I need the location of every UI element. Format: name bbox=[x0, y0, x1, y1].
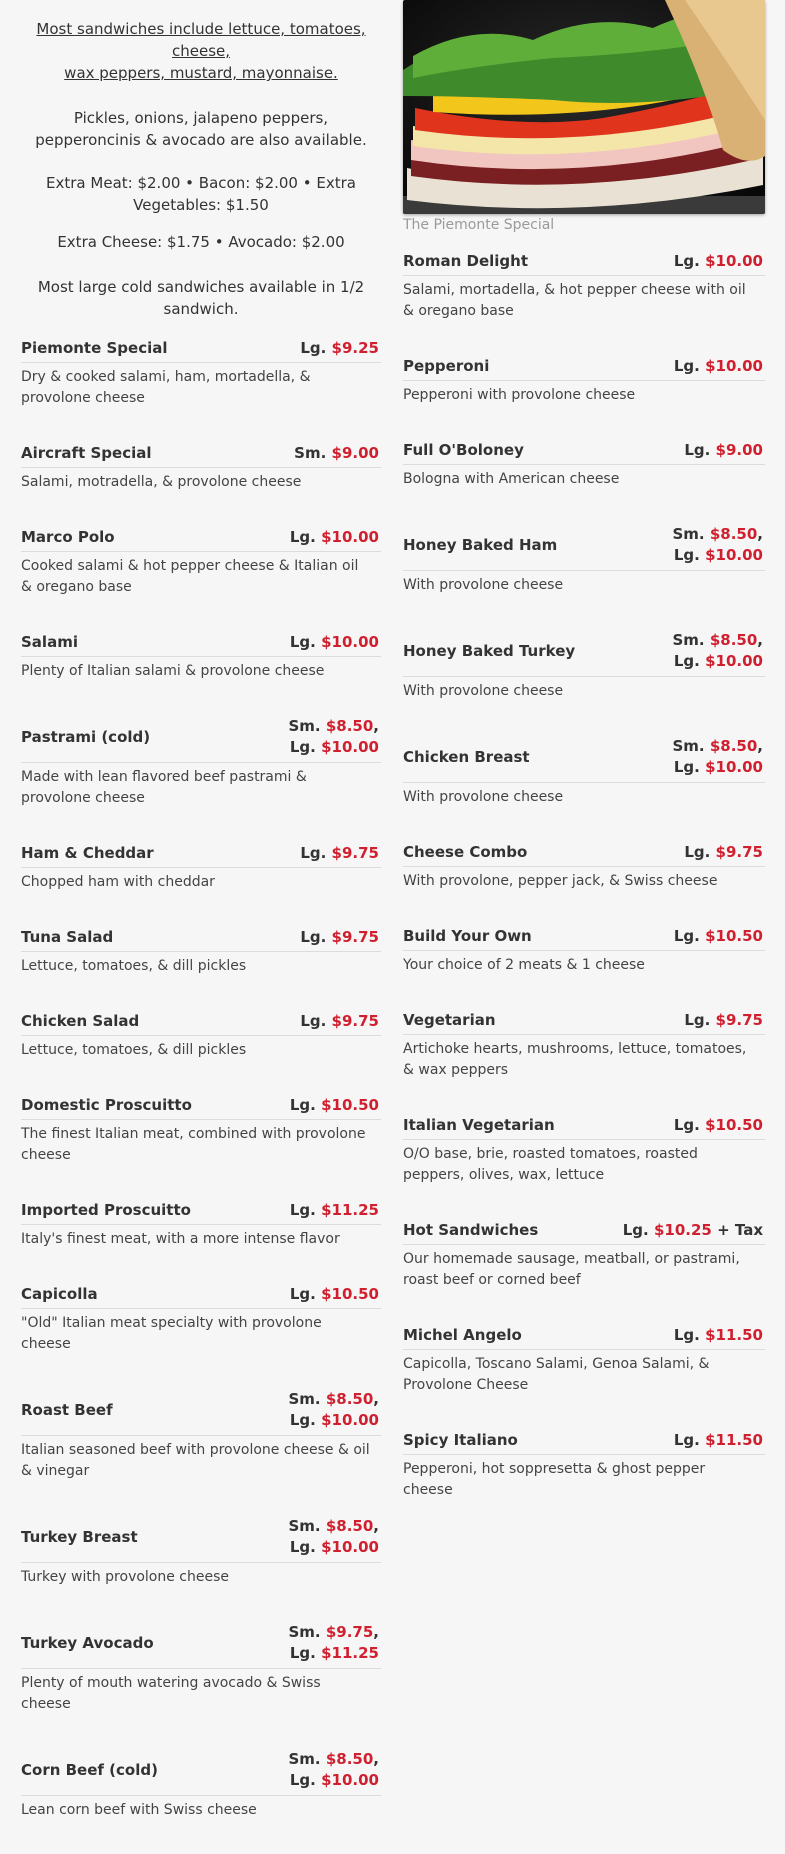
menu-item-ham-cheddar bbox=[21, 842, 381, 893]
price-size-label: Lg. bbox=[673, 1430, 700, 1449]
menu-item-description: Plenty of Italian salami & provolone cheese bbox=[21, 663, 325, 679]
menu-item-description: Dry & cooked salami, ham, mortadella, & provolone cheese bbox=[21, 369, 311, 406]
menu-item-chicken-breast bbox=[403, 735, 765, 808]
price-amount: $9.75 bbox=[331, 843, 379, 862]
price-size-label: Lg. bbox=[289, 1200, 316, 1219]
menu-item-price bbox=[290, 632, 379, 653]
price-amount: $9.75 bbox=[325, 1623, 374, 1641]
half-sandwich-note: Most large cold sandwiches available in 1/2 sandwich. bbox=[37, 278, 365, 318]
price-amount: $10.00 bbox=[705, 356, 763, 375]
menu-item-price: Sm. $8.50, Lg. $10.00 bbox=[672, 631, 763, 670]
menu-item-header bbox=[21, 842, 381, 868]
menu-item-chicken-salad bbox=[21, 1010, 381, 1061]
price-size-label: Sm. bbox=[288, 1390, 321, 1408]
menu-item-description: Italian seasoned beef with provolone cheese & oil & vinegar bbox=[21, 1442, 370, 1479]
menu-item-header bbox=[21, 715, 381, 763]
menu-item-header bbox=[21, 1094, 381, 1120]
menu-item-name: Michel Angelo bbox=[403, 1326, 522, 1344]
menu-item-name: Aircraft Special bbox=[21, 444, 152, 462]
price-size-label: Lg. bbox=[289, 738, 316, 756]
menu-item-michel-angelo bbox=[403, 1324, 765, 1396]
menu-item-description: Lean corn beef with Swiss cheese bbox=[21, 1802, 257, 1818]
menu-item-name: Roman Delight bbox=[403, 252, 529, 270]
menu-item-description: Salami, mortadella, & hot pepper cheese with oil & oregano base bbox=[403, 282, 746, 319]
menu-item-price bbox=[684, 440, 763, 461]
menu-item-price: Sm. $8.50, Lg. $10.00 bbox=[672, 525, 763, 564]
menu-item-description: With provolone cheese bbox=[403, 789, 564, 805]
menu-item-price bbox=[674, 356, 763, 377]
menu-item-name: Roast Beef bbox=[21, 1401, 113, 1419]
price-amount: $10.50 bbox=[705, 1115, 763, 1134]
price-size-label: Lg. bbox=[673, 652, 700, 670]
price-amount: $10.00 bbox=[321, 1411, 379, 1429]
menu-item-name: Chicken Breast bbox=[403, 748, 530, 766]
price-size-label: Sm. bbox=[288, 1623, 321, 1641]
menu-item-roast-beef bbox=[21, 1388, 381, 1482]
menu-item-corn-beef-cold bbox=[21, 1748, 381, 1821]
optional-toppings-note: Pickles, onions, jalapeno peppers, pepperoncinis & avocado are also available. bbox=[35, 109, 367, 149]
menu-item-name: Hot Sandwiches bbox=[403, 1221, 539, 1239]
menu-item-description: Made with lean flavored beef pastrami & provolone cheese bbox=[21, 769, 307, 806]
menu-notes bbox=[21, 0, 381, 320]
menu-item-header bbox=[403, 735, 765, 783]
sandwich-photo bbox=[403, 0, 765, 214]
left-column bbox=[21, 0, 381, 1854]
menu-item-name: Piemonte Special bbox=[21, 339, 168, 357]
menu-item-name: Vegetarian bbox=[403, 1011, 496, 1029]
price-amount: $8.50 bbox=[325, 717, 374, 735]
price-size-label: Lg. bbox=[673, 926, 700, 945]
price-size-label: Lg. bbox=[673, 356, 700, 375]
price-amount: $9.75 bbox=[715, 842, 763, 861]
includes-note-line1: Most sandwiches include lettuce, tomatoes, cheese, bbox=[36, 20, 366, 60]
menu-item-full-o-boloney bbox=[403, 439, 765, 490]
price-size-label: Sm. bbox=[288, 717, 321, 735]
price-amount: $9.75 bbox=[715, 1010, 763, 1029]
price-amount: $10.00 bbox=[705, 758, 763, 776]
menu-item-name: Chicken Salad bbox=[21, 1012, 140, 1030]
menu-item-header bbox=[21, 526, 381, 552]
menu-item-aircraft-special bbox=[21, 442, 381, 493]
menu-item-name: Pastrami (cold) bbox=[21, 728, 151, 746]
menu-item-header bbox=[21, 1199, 381, 1225]
menu-item-description: Pepperoni, hot soppresetta & ghost pepper cheese bbox=[403, 1461, 706, 1498]
menu-item-price: Sm. $8.50, Lg. $10.00 bbox=[672, 737, 763, 776]
menu-item-header bbox=[21, 631, 381, 657]
menu-item-name: Cheese Combo bbox=[403, 843, 528, 861]
price-size-label: Lg. bbox=[289, 1284, 316, 1303]
menu-item-name: Spicy Italiano bbox=[403, 1431, 518, 1449]
price-size-label: Lg. bbox=[289, 1538, 316, 1556]
menu-item-name: Honey Baked Turkey bbox=[403, 642, 576, 660]
menu-item-price bbox=[300, 338, 379, 359]
menu-item-price bbox=[290, 1200, 379, 1221]
menu-item-turkey-avocado bbox=[21, 1621, 381, 1715]
price-size-label: Lg. bbox=[300, 338, 327, 357]
menu-item-turkey-breast bbox=[21, 1515, 381, 1588]
menu-item-price: Sm. $8.50, Lg. $10.00 bbox=[288, 1390, 379, 1429]
menu-item-price bbox=[684, 842, 763, 863]
menu-item-description: With provolone cheese bbox=[403, 577, 564, 593]
price-amount: $11.25 bbox=[321, 1644, 379, 1662]
price-amount: $10.00 bbox=[321, 632, 379, 651]
price-amount: $8.50 bbox=[325, 1750, 374, 1768]
right-menu-list bbox=[403, 250, 765, 1501]
price-size-label: Lg. bbox=[300, 927, 327, 946]
menu-item-description: Plenty of mouth watering avocado & Swiss cheese bbox=[21, 1675, 321, 1712]
menu-item-description: Your choice of 2 meats & 1 cheese bbox=[403, 957, 645, 973]
menu-item-name: Build Your Own bbox=[403, 927, 532, 945]
menu-item-price bbox=[300, 843, 379, 864]
menu-item-price: Sm. $8.50, Lg. $10.00 bbox=[288, 1517, 379, 1556]
price-amount: $10.00 bbox=[321, 527, 379, 546]
price-size-label: Lg. bbox=[289, 632, 316, 651]
price-amount: $9.25 bbox=[331, 338, 379, 357]
menu-item-price bbox=[674, 1430, 763, 1451]
menu-item-build-your-own bbox=[403, 925, 765, 976]
menu-item-description: Italy's finest meat, with a more intense flavor bbox=[21, 1231, 340, 1247]
menu-item-header bbox=[403, 439, 765, 465]
extras-note-2: Extra Cheese: $1.75 • Avocado: $2.00 bbox=[57, 233, 345, 251]
menu-item-description: With provolone cheese bbox=[403, 683, 564, 699]
menu-item-name: Salami bbox=[21, 633, 78, 651]
menu-item-header bbox=[21, 1621, 381, 1669]
menu-item-name: Tuna Salad bbox=[21, 928, 114, 946]
menu-item-italian-vegetarian bbox=[403, 1114, 765, 1186]
price-amount: $8.50 bbox=[709, 631, 758, 649]
menu-item-header bbox=[21, 1515, 381, 1563]
menu-item-name: Full O'Boloney bbox=[403, 441, 524, 459]
price-size-label: Lg. bbox=[300, 1011, 327, 1030]
menu-item-price bbox=[290, 1095, 379, 1116]
menu-item-description: Our homemade sausage, meatball, or pastrami, roast beef or corned beef bbox=[403, 1251, 740, 1288]
menu-item-roman-delight bbox=[403, 250, 765, 322]
menu-item-header bbox=[21, 1388, 381, 1436]
menu-item-price bbox=[674, 251, 763, 272]
price-amount: $8.50 bbox=[325, 1390, 374, 1408]
menu-item-price: Sm. $8.50, Lg. $10.00 bbox=[288, 1750, 379, 1789]
price-amount: $10.50 bbox=[705, 926, 763, 945]
menu-item-header bbox=[403, 1219, 765, 1245]
price-amount: $10.00 bbox=[321, 1538, 379, 1556]
price-size-label: Lg. bbox=[673, 1325, 700, 1344]
menu-item-header bbox=[403, 1009, 765, 1035]
menu-item-name: Honey Baked Ham bbox=[403, 536, 558, 554]
menu-item-description: Cooked salami & hot pepper cheese & Italian oil & oregano base bbox=[21, 558, 359, 595]
menu-item-price bbox=[300, 1011, 379, 1032]
price-size-label: Lg. bbox=[622, 1220, 649, 1239]
menu-item-description: Lettuce, tomatoes, & dill pickles bbox=[21, 1042, 247, 1058]
menu-item-name: Corn Beef (cold) bbox=[21, 1761, 158, 1779]
menu-item-name: Turkey Breast bbox=[21, 1528, 138, 1546]
menu-item-price bbox=[674, 1115, 763, 1136]
price-amount: $9.00 bbox=[715, 440, 763, 459]
price-size-label: Sm. bbox=[672, 631, 705, 649]
menu-item-header bbox=[403, 1114, 765, 1140]
menu-item-name: Domestic Proscuitto bbox=[21, 1096, 192, 1114]
left-menu-list bbox=[21, 337, 381, 1821]
menu-item-description: Capicolla, Toscano Salami, Genoa Salami, & Provolone Cheese bbox=[403, 1356, 710, 1393]
price-size-label: Lg. bbox=[289, 1095, 316, 1114]
menu-item-honey-baked-ham bbox=[403, 523, 765, 596]
price-amount: $11.50 bbox=[705, 1430, 763, 1449]
price-amount: $11.50 bbox=[705, 1325, 763, 1344]
menu-item-price: Sm. $9.75, Lg. $11.25 bbox=[288, 1623, 379, 1662]
menu-item-tuna-salad bbox=[21, 926, 381, 977]
price-size-label: Lg. bbox=[673, 546, 700, 564]
menu-item-header bbox=[403, 841, 765, 867]
price-amount: $10.50 bbox=[321, 1284, 379, 1303]
price-suffix: + Tax bbox=[717, 1220, 763, 1239]
menu-item-price bbox=[290, 1284, 379, 1305]
price-amount: $10.00 bbox=[705, 251, 763, 270]
price-size-label: Lg. bbox=[289, 1411, 316, 1429]
menu-item-name: Ham & Cheddar bbox=[21, 844, 154, 862]
price-amount: $9.75 bbox=[331, 1011, 379, 1030]
menu-item-price bbox=[623, 1220, 763, 1241]
menu-item-name: Pepperoni bbox=[403, 357, 490, 375]
price-amount: $9.75 bbox=[331, 927, 379, 946]
menu-item-description: Bologna with American cheese bbox=[403, 471, 620, 487]
price-size-label: Lg. bbox=[673, 758, 700, 776]
price-amount: $10.00 bbox=[321, 1771, 379, 1789]
menu-item-name: Capicolla bbox=[21, 1285, 98, 1303]
menu-item-description: Pepperoni with provolone cheese bbox=[403, 387, 636, 403]
menu-item-domestic-proscuitto bbox=[21, 1094, 381, 1166]
price-amount: $11.25 bbox=[321, 1200, 379, 1219]
menu-item-header bbox=[21, 442, 381, 468]
menu-item-description: Artichoke hearts, mushrooms, lettuce, tomatoes, & wax peppers bbox=[403, 1041, 747, 1078]
menu-item-description: The finest Italian meat, combined with provolone cheese bbox=[21, 1126, 366, 1163]
menu-item-header bbox=[403, 355, 765, 381]
menu-item-vegetarian bbox=[403, 1009, 765, 1081]
menu-item-spicy-italiano bbox=[403, 1429, 765, 1501]
menu-item-name: Marco Polo bbox=[21, 528, 115, 546]
price-size-label: Lg. bbox=[684, 1010, 711, 1029]
price-amount: $10.00 bbox=[321, 738, 379, 756]
menu-item-price bbox=[300, 927, 379, 948]
price-size-label: Lg. bbox=[684, 440, 711, 459]
price-size-label: Lg. bbox=[289, 527, 316, 546]
price-size-label: Lg. bbox=[673, 251, 700, 270]
menu-item-salami bbox=[21, 631, 381, 682]
price-amount: $10.25 bbox=[653, 1220, 712, 1239]
price-amount: $10.00 bbox=[705, 546, 763, 564]
menu-item-description: With provolone, pepper jack, & Swiss cheese bbox=[403, 873, 718, 889]
price-size-label: Sm. bbox=[294, 443, 327, 462]
menu-item-description: O/O base, brie, roasted tomatoes, roasted peppers, olives, wax, lettuce bbox=[403, 1146, 698, 1183]
menu-item-header bbox=[403, 1429, 765, 1455]
menu-item-header bbox=[21, 1283, 381, 1309]
menu-item-name: Italian Vegetarian bbox=[403, 1116, 555, 1134]
photo-caption: The Piemonte Special bbox=[403, 217, 555, 233]
price-size-label: Lg. bbox=[673, 1115, 700, 1134]
menu-item-pepperoni bbox=[403, 355, 765, 406]
price-amount: $8.50 bbox=[325, 1517, 374, 1535]
menu-item-hot-sandwiches bbox=[403, 1219, 765, 1291]
menu-item-price bbox=[674, 1325, 763, 1346]
price-amount: $8.50 bbox=[709, 737, 758, 755]
price-size-label: Lg. bbox=[684, 842, 711, 861]
price-size-label: Lg. bbox=[300, 843, 327, 862]
menu-item-price: Sm. $8.50, Lg. $10.00 bbox=[288, 717, 379, 756]
price-amount: $8.50 bbox=[709, 525, 758, 543]
price-size-label: Sm. bbox=[288, 1517, 321, 1535]
menu-item-header bbox=[21, 1010, 381, 1036]
price-amount: $9.00 bbox=[331, 443, 379, 462]
menu-item-price bbox=[290, 527, 379, 548]
price-size-label: Sm. bbox=[672, 737, 705, 755]
right-column bbox=[403, 0, 765, 1534]
price-size-label: Sm. bbox=[288, 1750, 321, 1768]
menu-item-header bbox=[21, 337, 381, 363]
menu-item-header bbox=[21, 1748, 381, 1796]
includes-note-line2: wax peppers, mustard, mayonnaise. bbox=[64, 64, 338, 82]
menu-item-marco-polo bbox=[21, 526, 381, 598]
menu-item-description: Chopped ham with cheddar bbox=[21, 874, 215, 890]
menu-item-pastrami-cold bbox=[21, 715, 381, 809]
menu-item-header bbox=[403, 629, 765, 677]
menu-item-price bbox=[684, 1010, 763, 1031]
menu-item-header bbox=[21, 926, 381, 952]
extras-note-1: Extra Meat: $2.00 • Bacon: $2.00 • Extra Vegetables: $1.50 bbox=[46, 174, 356, 214]
price-amount: $10.00 bbox=[705, 652, 763, 670]
menu-item-header bbox=[403, 523, 765, 571]
menu-item-description: "Old" Italian meat specialty with provolone cheese bbox=[21, 1315, 322, 1352]
menu-item-piemonte-special bbox=[21, 337, 381, 409]
menu-item-imported-proscuitto bbox=[21, 1199, 381, 1250]
menu-item-price bbox=[674, 926, 763, 947]
menu-item-honey-baked-turkey bbox=[403, 629, 765, 702]
price-size-label: Lg. bbox=[289, 1771, 316, 1789]
menu-item-name: Imported Proscuitto bbox=[21, 1201, 191, 1219]
menu-item-name: Turkey Avocado bbox=[21, 1634, 154, 1652]
menu-item-header bbox=[403, 925, 765, 951]
menu-item-header bbox=[403, 250, 765, 276]
menu-item-capicolla bbox=[21, 1283, 381, 1355]
menu-item-cheese-combo bbox=[403, 841, 765, 892]
price-size-label: Lg. bbox=[289, 1644, 316, 1662]
menu-item-description: Lettuce, tomatoes, & dill pickles bbox=[21, 958, 247, 974]
price-size-label: Sm. bbox=[672, 525, 705, 543]
menu-item-price bbox=[294, 443, 379, 464]
menu-item-description: Turkey with provolone cheese bbox=[21, 1569, 230, 1585]
menu-item-header bbox=[403, 1324, 765, 1350]
price-amount: $10.50 bbox=[321, 1095, 379, 1114]
menu-item-description: Salami, motradella, & provolone cheese bbox=[21, 474, 302, 490]
